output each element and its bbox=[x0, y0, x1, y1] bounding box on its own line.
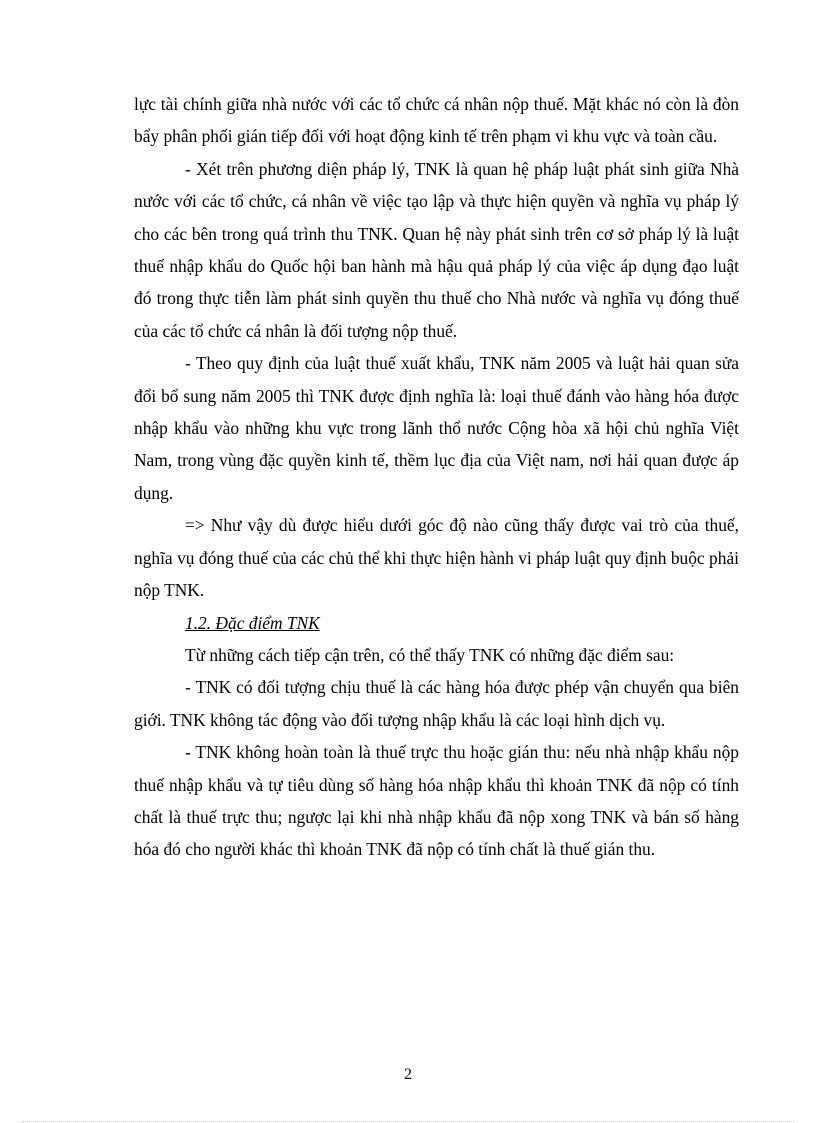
page-bottom-divider bbox=[22, 1121, 794, 1122]
paragraph-definition: - Theo quy định của luật thuế xuất khẩu, TNK năm 2005 và luật hải quan sửa đổi bổ sung năm 2005 thì TNK được định nghĩa là: loại thuế đánh vào hàng hóa được nhập khẩu vào những khu vực trong lãnh thổ nước Cộng hòa xã hội chủ nghĩa Việt Nam, trong vùng đặc quyền kinh tế, thềm lục địa của Việt nam, nơi hải quan được áp dụng. bbox=[134, 353, 739, 503]
body-text bbox=[134, 88, 739, 866]
paragraph-legal-aspect: - Xét trên phương diện pháp lý, TNK là quan hệ pháp luật phát sinh giữa Nhà nước với các tổ chức, cá nhân về việc tạo lập và thực hiện quyền và nghĩa vụ pháp lý cho các bên trong quá trình thu TNK. Quan hệ này phát sinh trên cơ sở pháp lý là luật thuế nhập khẩu do Quốc hội ban hành mà hậu quả pháp lý của việc áp dụng đạo luật đó trong thực tiễn làm phát sinh quyền thu thuế cho Nhà nước và nghĩa vụ đóng thuế của các tổ chức cá nhân là đối tượng nộp thuế. bbox=[134, 158, 739, 341]
paragraph-characteristics-intro: Từ những cách tiếp cận trên, có thể thấy TNK có những đặc điểm sau: bbox=[185, 644, 675, 665]
page-number: 2 bbox=[404, 1066, 412, 1083]
paragraph-conclusion: => Như vậy dù được hiểu dưới góc độ nào cũng thấy được vai trò của thuế, nghĩa vụ đóng thuế của các chủ thể khi thực hiện hành vi pháp luật quy định buộc phải nộp TNK. bbox=[134, 515, 739, 601]
paragraph-characteristic-goods: - TNK có đối tượng chịu thuế là các hàng hóa được phép vận chuyển qua biên giới. TNK không tác động vào đối tượng nhập khẩu là các loại hình dịch vụ. bbox=[134, 677, 739, 730]
paragraph-continuation: lực tài chính giữa nhà nước với các tổ chức cá nhân nộp thuế. Mặt khác nó còn là đòn bẩy phân phối gián tiếp đối với hoạt động kinh tế trên phạm vi khu vực và toàn cầu. bbox=[134, 94, 739, 147]
paragraph-characteristic-direct-indirect: - TNK không hoàn toàn là thuế trực thu hoặc gián thu: nếu nhà nhập khẩu nộp thuế nhập khẩu và tự tiêu dùng số hàng hóa nhập khẩu thì khoản TNK đã nộp có tính chất là thuế trực thu; ngược lại khi nhà nhập khẩu đã nộp xong TNK và bán số hàng hóa đó cho người khác thì khoản TNK đã nộp có tính chất là thuế gián thu. bbox=[134, 742, 739, 860]
section-heading: 1.2. Đặc điểm TNK bbox=[185, 612, 320, 633]
